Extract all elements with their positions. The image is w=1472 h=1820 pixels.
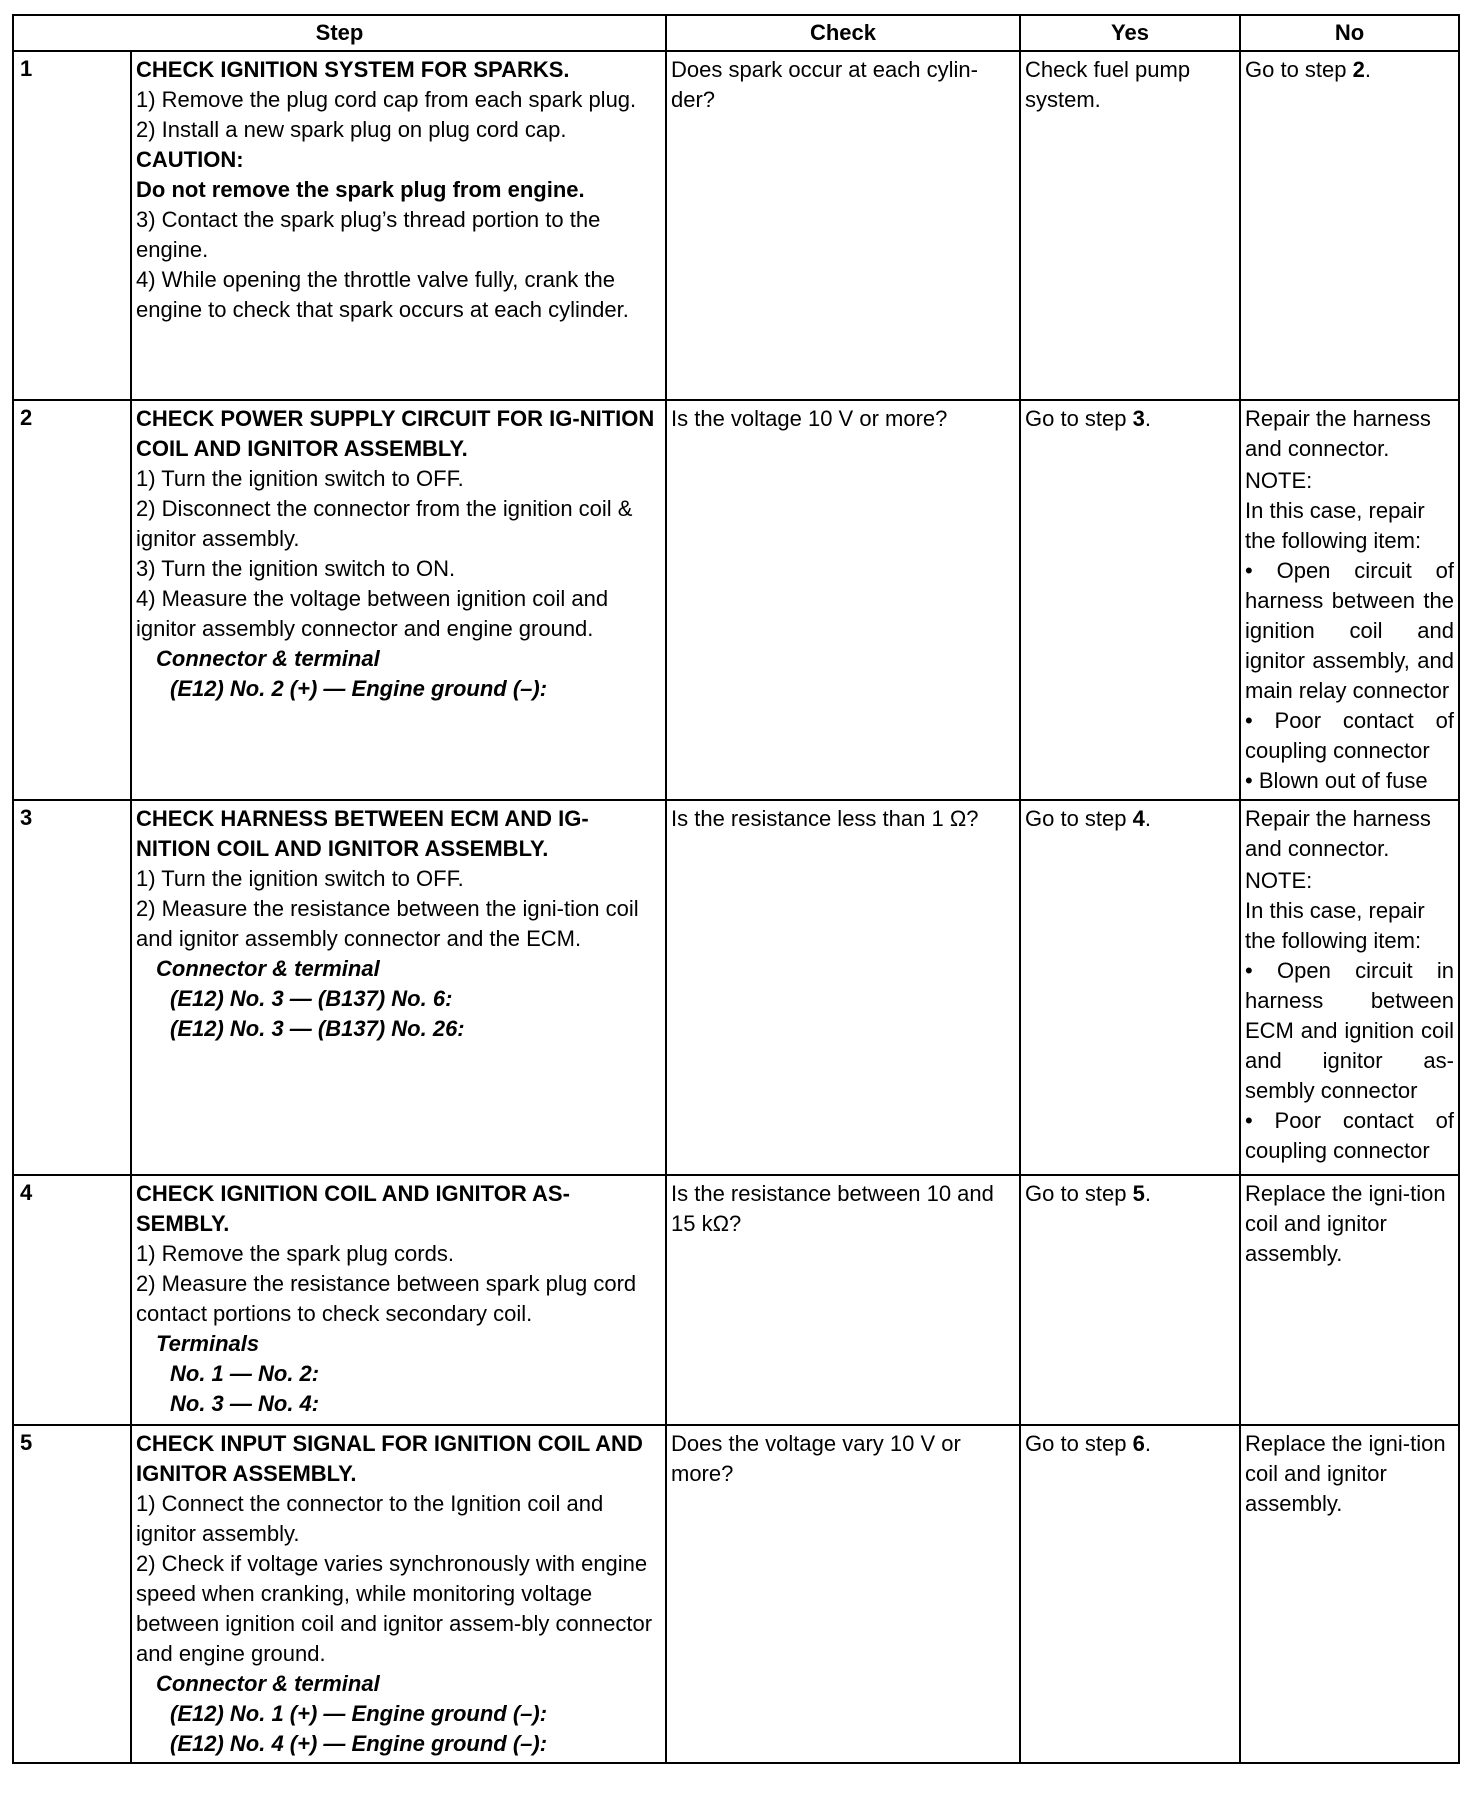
caution-text: Do not remove the spark plug from engine. (136, 177, 585, 202)
no-suffix: . (1364, 57, 1371, 82)
no-cell (1240, 800, 1459, 1175)
goto-step: 5 (1132, 1181, 1145, 1206)
yes-text: Go to step (1025, 406, 1133, 431)
check-cell: Is the resistance less than 1 Ω? (666, 800, 1020, 1175)
spec-item: (E12) No. 1 (+) — Engine ground (–): (170, 1701, 548, 1726)
spec-label: Connector & terminal (156, 1671, 380, 1696)
check-cell: Does spark occur at each cylin-der? (666, 51, 1020, 400)
step-line: 2) Measure the resistance between the igni-tion coil and ignitor assembly connector and the ECM. (136, 896, 639, 951)
table-row (13, 400, 1459, 800)
step-line: 1) Remove the plug cord cap from each spark plug. (136, 87, 637, 112)
spec-item: No. 1 — No. 2: (170, 1361, 320, 1386)
yes-cell: Check fuel pump system. (1020, 51, 1240, 400)
no-cell: Replace the igni-tion coil and ignitor assembly. (1240, 1425, 1459, 1763)
no-main: Repair the harness and connector. (1245, 406, 1431, 461)
yes-text: Go to step (1025, 1431, 1133, 1456)
caution-label: CAUTION: (136, 147, 244, 172)
yes-suffix: . (1144, 806, 1151, 831)
step-number: 3 (13, 800, 131, 1175)
step-line: 4) While opening the throttle valve fully, crank the engine to check that spark occurs at each cylinder. (136, 267, 629, 322)
check-cell: Is the resistance between 10 and 15 kΩ? (666, 1175, 1020, 1425)
no-cell: Replace the igni-tion coil and ignitor assembly. (1240, 1175, 1459, 1425)
yes-cell (1020, 800, 1240, 1175)
spec-label: Terminals (156, 1331, 260, 1356)
note-item: • Open circuit of harness between the ignition coil and ignitor assembly, and main relay connector (1245, 558, 1454, 703)
table-row (13, 51, 1459, 400)
step-line: 2) Install a new spark plug on plug cord cap. (136, 117, 567, 142)
note-item: • Poor contact of coupling connector (1245, 708, 1454, 763)
spec-item: (E12) No. 2 (+) — Engine ground (–): (170, 676, 548, 701)
yes-suffix: . (1144, 1181, 1151, 1206)
spec-item: (E12) No. 4 (+) — Engine ground (–): (170, 1731, 548, 1756)
diagnostic-document (12, 14, 1458, 1764)
no-text: Go to step (1245, 57, 1353, 82)
header-no: No (1240, 15, 1459, 51)
step-line: 1) Remove the spark plug cords. (136, 1241, 454, 1266)
spec-item: No. 3 — No. 4: (170, 1391, 320, 1416)
step-number: 4 (13, 1175, 131, 1425)
goto-step: 3 (1132, 406, 1145, 431)
spec-label: Connector & terminal (156, 956, 380, 981)
step-cell (131, 800, 666, 1175)
note-label: NOTE: (1245, 868, 1313, 893)
step-line: 3) Contact the spark plug’s thread portion to the engine. (136, 207, 601, 262)
yes-cell (1020, 1425, 1240, 1763)
step-cell (131, 1175, 666, 1425)
step-line: 1) Turn the ignition switch to OFF. (136, 466, 464, 491)
step-line: 2) Measure the resistance between spark plug cord contact portions to check secondary coil. (136, 1271, 637, 1326)
yes-text: Go to step (1025, 1181, 1133, 1206)
step-line: 3) Turn the ignition switch to ON. (136, 556, 456, 581)
step-line: 1) Turn the ignition switch to OFF. (136, 866, 464, 891)
table-row (13, 1425, 1459, 1763)
check-cell: Is the voltage 10 V or more? (666, 400, 1020, 800)
spec-item: (E12) No. 3 — (B137) No. 6: (170, 986, 453, 1011)
goto-step: 4 (1132, 806, 1145, 831)
step-title: CHECK HARNESS BETWEEN ECM AND IG-NITION COIL AND IGNITOR ASSEMBLY. (136, 806, 589, 861)
spec-item: (E12) No. 3 — (B137) No. 26: (170, 1016, 465, 1041)
no-main: Repair the harness and connector. (1245, 806, 1431, 861)
header-check: Check (666, 15, 1020, 51)
yes-cell (1020, 1175, 1240, 1425)
step-cell (131, 51, 666, 400)
goto-step: 6 (1132, 1431, 1145, 1456)
yes-cell (1020, 400, 1240, 800)
step-line: 4) Measure the voltage between ignition coil and ignitor assembly connector and engine ground. (136, 586, 609, 641)
step-title: CHECK POWER SUPPLY CIRCUIT FOR IG-NITION COIL AND IGNITOR ASSEMBLY. (136, 406, 655, 461)
no-cell (1240, 51, 1459, 400)
step-number: 1 (13, 51, 131, 400)
no-cell (1240, 400, 1459, 800)
yes-text: Go to step (1025, 806, 1133, 831)
step-number: 5 (13, 1425, 131, 1763)
yes-suffix: . (1144, 1431, 1151, 1456)
step-line: 1) Connect the connector to the Ignition coil and ignitor assembly. (136, 1491, 604, 1546)
step-cell (131, 1425, 666, 1763)
header-step: Step (13, 15, 666, 51)
note-label: NOTE: (1245, 468, 1313, 493)
step-line: 2) Disconnect the connector from the ignition coil & ignitor assembly. (136, 496, 633, 551)
goto-step: 2 (1352, 57, 1365, 82)
header-row (13, 15, 1459, 51)
table-row (13, 1175, 1459, 1425)
yes-suffix: . (1144, 406, 1151, 431)
step-title: CHECK IGNITION SYSTEM FOR SPARKS. (136, 57, 570, 82)
note-item: • Open circuit in harness between ECM and ignition coil and ignitor as-sembly connector (1245, 958, 1454, 1103)
note-item: • Poor contact of coupling connector (1245, 1108, 1454, 1163)
note-item: • Blown out of fuse (1245, 768, 1428, 793)
table-row (13, 800, 1459, 1175)
note-text: In this case, repair the following item: (1245, 898, 1425, 953)
spec-label: Connector & terminal (156, 646, 380, 671)
step-number: 2 (13, 400, 131, 800)
diagnostic-table (12, 14, 1460, 1764)
step-cell (131, 400, 666, 800)
step-title: CHECK INPUT SIGNAL FOR IGNITION COIL AND IGNITOR ASSEMBLY. (136, 1431, 643, 1486)
check-cell: Does the voltage vary 10 V or more? (666, 1425, 1020, 1763)
step-line: 2) Check if voltage varies synchronously with engine speed when cranking, while monitoring voltage between ignition coil and ignitor assem-bly connector and engine ground. (136, 1551, 653, 1666)
header-yes: Yes (1020, 15, 1240, 51)
note-text: In this case, repair the following item: (1245, 498, 1425, 553)
step-title: CHECK IGNITION COIL AND IGNITOR AS-SEMBLY. (136, 1181, 570, 1236)
